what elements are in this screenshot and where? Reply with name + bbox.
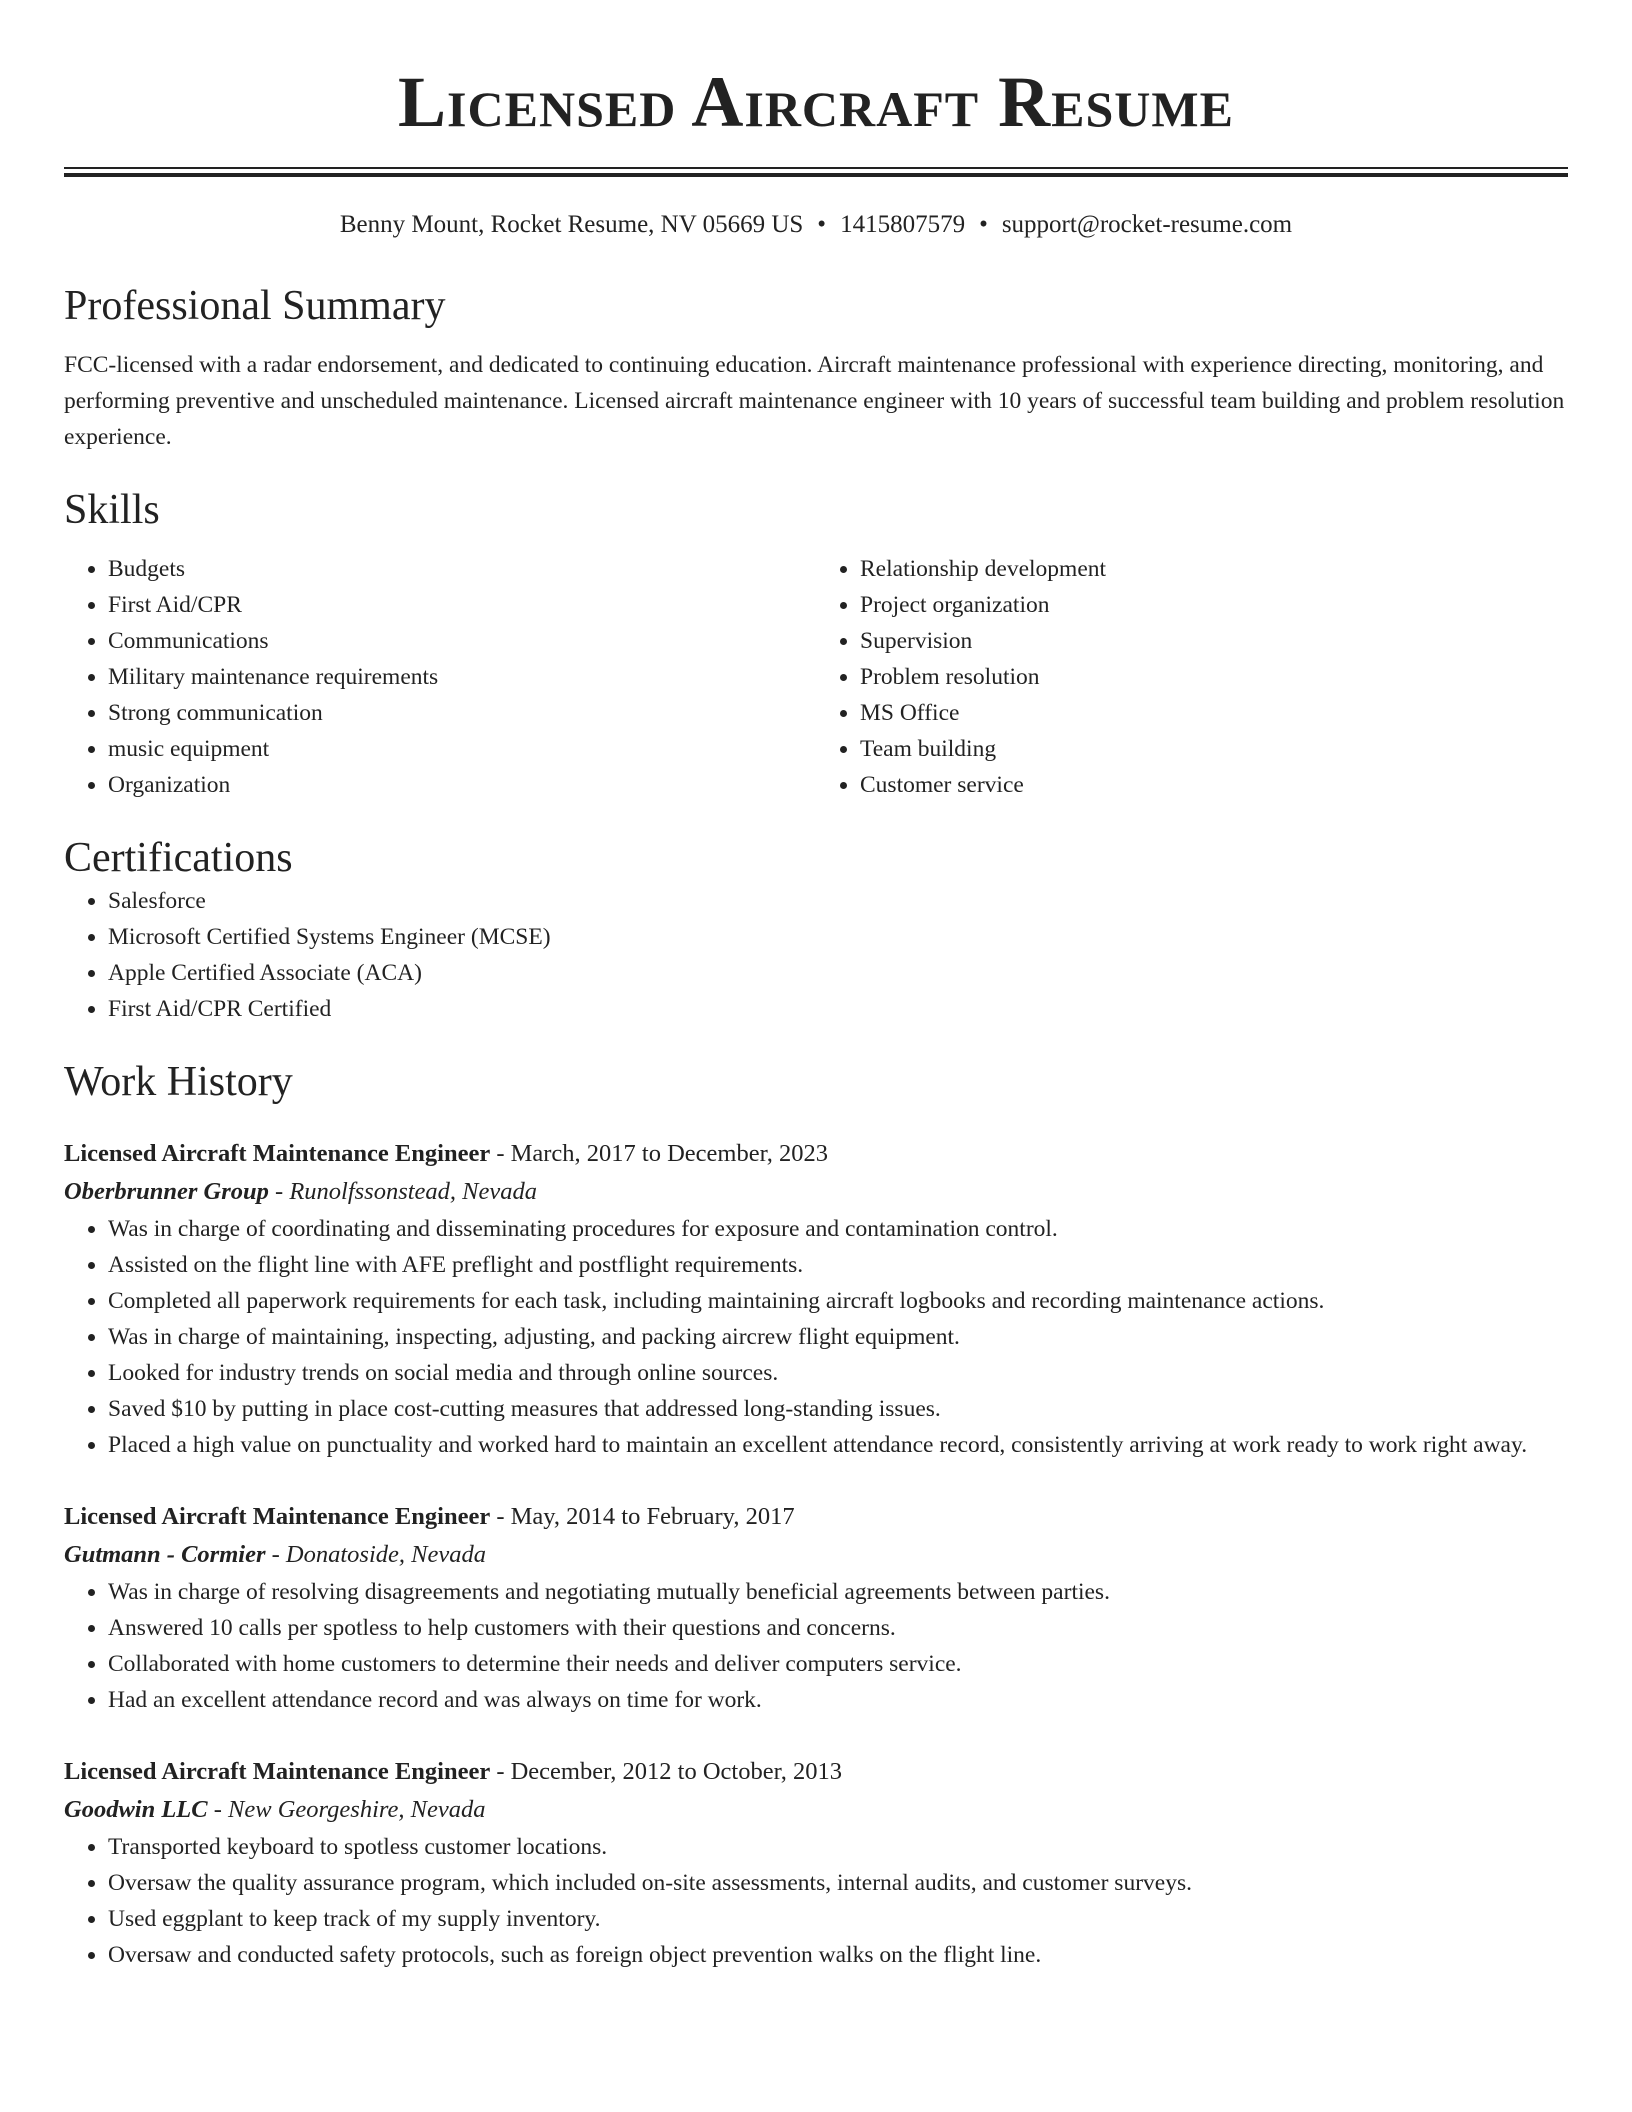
job-location: - Runolfssonstead, Nevada bbox=[268, 1178, 538, 1205]
job-title-line bbox=[64, 1135, 1568, 1173]
job-duties-list bbox=[64, 1574, 1568, 1718]
resume-title: Licensed Aircraft Resume bbox=[398, 62, 1234, 142]
summary-text: FCC-licensed with a radar endorsement, and dedicated to continuing education. Aircraft maintenance professional with experience directing, monitoring, and performing preventive and unscheduled maintenance. Licensed aircraft maintenance engineer with 10 years of successful team building and problem resolution experience. bbox=[64, 352, 1565, 450]
skill-item: • Military maintenance requirements bbox=[108, 659, 816, 695]
certification-item: • First Aid/CPR Certified bbox=[108, 991, 1568, 1027]
skill-item: • Supervision bbox=[860, 623, 1568, 659]
skill-item: • Budgets bbox=[108, 551, 816, 587]
skill-item: • music equipment bbox=[108, 731, 816, 767]
job-company-line bbox=[64, 1536, 1568, 1574]
job-title: Licensed Aircraft Maintenance Engineer bbox=[64, 1758, 491, 1785]
job-duty: • Placed a high value on punctuality and worked hard to maintain an excellent attendance record, consistently arriving at work ready to work right away. bbox=[108, 1427, 1568, 1463]
job-duty: • Used eggplant to keep track of my supply inventory. bbox=[108, 1901, 1568, 1937]
job-company: Oberbrunner Group bbox=[64, 1178, 269, 1205]
job-company: Gutmann - Cormier bbox=[64, 1541, 266, 1568]
resume-page bbox=[64, 0, 1568, 1973]
certifications-heading: Certifications bbox=[64, 835, 293, 881]
contact-line bbox=[64, 209, 1568, 241]
job-dates: - May, 2014 to February, 2017 bbox=[490, 1503, 795, 1530]
skill-item: • Project organization bbox=[860, 587, 1568, 623]
skills-list-left bbox=[64, 551, 816, 803]
skills-heading: Skills bbox=[64, 487, 160, 533]
skill-item: • Team building bbox=[860, 731, 1568, 767]
job-location: - New Georgeshire, Nevada bbox=[207, 1796, 486, 1823]
job-duty: • Completed all paperwork requirements for each task, including maintaining aircraft logbooks and recording maintenance actions. bbox=[108, 1283, 1568, 1319]
job-title-line bbox=[64, 1753, 1568, 1791]
summary-heading: Professional Summary bbox=[64, 283, 446, 329]
job-duty: • Answered 10 calls per spotless to help customers with their questions and concerns. bbox=[108, 1610, 1568, 1646]
job-duty: • Looked for industry trends on social media and through online sources. bbox=[108, 1355, 1568, 1391]
job-title: Licensed Aircraft Maintenance Engineer bbox=[64, 1503, 491, 1530]
certifications-list bbox=[64, 883, 1568, 1027]
skill-item: • Strong communication bbox=[108, 695, 816, 731]
job-title: Licensed Aircraft Maintenance Engineer bbox=[64, 1140, 491, 1167]
skill-item: • Relationship development bbox=[860, 551, 1568, 587]
skill-item: • Problem resolution bbox=[860, 659, 1568, 695]
certification-item: • Apple Certified Associate (ACA) bbox=[108, 955, 1568, 991]
job-dates: - March, 2017 to December, 2023 bbox=[490, 1140, 829, 1167]
job-title-line bbox=[64, 1498, 1568, 1536]
job-duty: • Saved $10 by putting in place cost-cutting measures that addressed long-standing issues. bbox=[108, 1391, 1568, 1427]
skill-item: • MS Office bbox=[860, 695, 1568, 731]
job-duty: • Was in charge of resolving disagreements and negotiating mutually beneficial agreements between parties. bbox=[108, 1574, 1568, 1610]
job-company-line bbox=[64, 1791, 1568, 1829]
work-history-heading: Work History bbox=[64, 1059, 293, 1105]
job-entry bbox=[64, 1135, 1568, 1463]
job-duty: • Oversaw the quality assurance program, which included on-site assessments, internal audits, and customer surveys. bbox=[108, 1865, 1568, 1901]
certification-item: • Microsoft Certified Systems Engineer (MCSE) bbox=[108, 919, 1568, 955]
job-entry bbox=[64, 1753, 1568, 1973]
job-duty: • Oversaw and conducted safety protocols, such as foreign object prevention walks on the flight line. bbox=[108, 1937, 1568, 1973]
title-divider bbox=[64, 167, 1568, 177]
certification-item: • Salesforce bbox=[108, 883, 1568, 919]
contact-phone: 1415807579 bbox=[840, 211, 966, 238]
job-duty: • Transported keyboard to spotless customer locations. bbox=[108, 1829, 1568, 1865]
skill-item: • Customer service bbox=[860, 767, 1568, 803]
job-duty: • Collaborated with home customers to determine their needs and deliver computers service. bbox=[108, 1646, 1568, 1682]
contact-separator: • bbox=[979, 211, 988, 238]
job-duty: • Assisted on the flight line with AFE preflight and postflight requirements. bbox=[108, 1247, 1568, 1283]
job-duties-list bbox=[64, 1211, 1568, 1463]
skills-columns bbox=[64, 551, 1568, 803]
contact-separator: • bbox=[817, 211, 827, 238]
contact-address: Benny Mount, Rocket Resume, NV 05669 US bbox=[339, 211, 804, 238]
job-duty: • Had an excellent attendance record and was always on time for work. bbox=[108, 1682, 1568, 1718]
job-duties-list bbox=[64, 1829, 1568, 1973]
contact-email: support@rocket-resume.com bbox=[1001, 211, 1293, 238]
job-duty: • Was in charge of coordinating and disseminating procedures for exposure and contamination control. bbox=[108, 1211, 1568, 1247]
job-company: Goodwin LLC bbox=[64, 1796, 208, 1823]
skill-item: • Organization bbox=[108, 767, 816, 803]
job-entry bbox=[64, 1498, 1568, 1718]
job-duty: • Was in charge of maintaining, inspecting, adjusting, and packing aircrew flight equipment. bbox=[108, 1319, 1568, 1355]
skill-item: • First Aid/CPR bbox=[108, 587, 816, 623]
job-dates: - December, 2012 to October, 2013 bbox=[490, 1758, 843, 1785]
job-company-line bbox=[64, 1173, 1568, 1211]
skills-list-right bbox=[816, 551, 1568, 803]
skill-item: • Communications bbox=[108, 623, 816, 659]
job-location: - Donatoside, Nevada bbox=[265, 1541, 486, 1568]
